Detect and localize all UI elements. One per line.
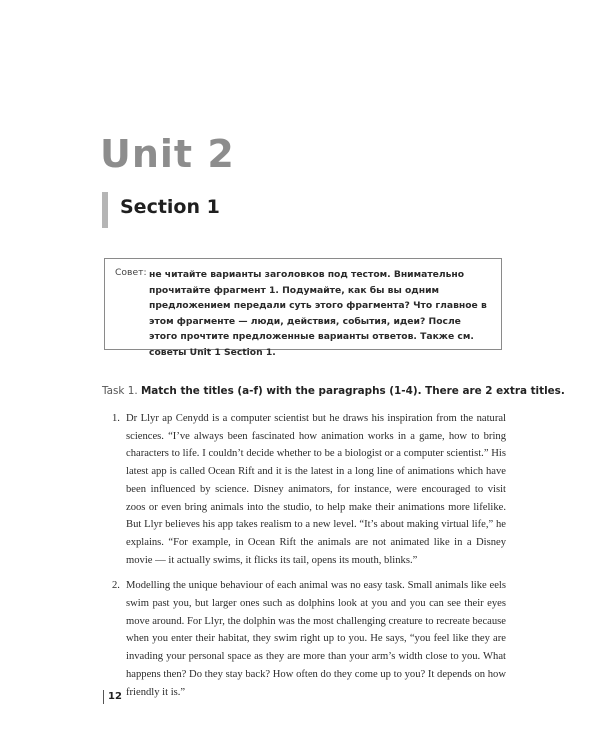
section-marker-bar (102, 192, 108, 228)
tip-text: не читайте варианты заголовков под тестом. Внимательно прочитайте фрагмент 1. Подумайте, как бы вы одним предложением передали суть этого фрагмента? Что главное в этом фрагменте — люди, действия, события, идеи? После этого прочтите предложенные варианты ответов. Также см. советы Unit 1 Section 1. (149, 269, 487, 358)
paragraph-number: 2. (112, 580, 120, 592)
paragraph-item (112, 410, 506, 569)
footer-divider (103, 690, 104, 704)
paragraph-text: Dr Llyr ap Cenydd is a computer scientist but he draws his inspiration from the natural sciences. “I’ve always been fascinated how animation works in a game, how to bring characters to life. I couldn’t decide whether to be a biologist or a computer scientist.” His latest app is called Ocean Rift and it is the latest in a long line of animations which have been influenced by science. Disney animators, for instance, were encouraged to visit zoos or even bring animals into the studio, to help make their animations more lifelike. But Llyr believes his app takes realism to a new level. “It’s about making virtual life,” he explains. “For example, in Ocean Rift the animals are not animated like in a Disney movie — it actually swims, it flicks its tail, opens its mouth, blinks.” (126, 413, 506, 566)
unit-title: Unit 2 (100, 132, 235, 176)
tip-label: Совет: (115, 267, 147, 278)
tip-box (104, 258, 502, 358)
task-instruction: Match the titles (a-f) with the paragraphs (1-4). There are 2 extra titles. (140, 385, 565, 397)
paragraph-text: Modelling the unique behaviour of each animal was no easy task. Small animals like eels swim past you, but larger ones such as dolphins look at you and you can see their eyes move around. For Llyr, the dolphin was the most challenging creature to recreate because when you enter their habitat, they swim right up to you. He says, “you feel like they are invading your personal space as they are more than your arm’s width close to you. What happens then? Do they stay back? How often do they come up to you? It depends on how friendly it is.” (126, 580, 506, 698)
page-number: 12 (108, 691, 122, 702)
paragraph-number: 1. (112, 413, 120, 424)
task-label: Task 1. (102, 385, 138, 397)
section-title: Section 1 (120, 196, 220, 218)
task-heading (102, 385, 565, 397)
